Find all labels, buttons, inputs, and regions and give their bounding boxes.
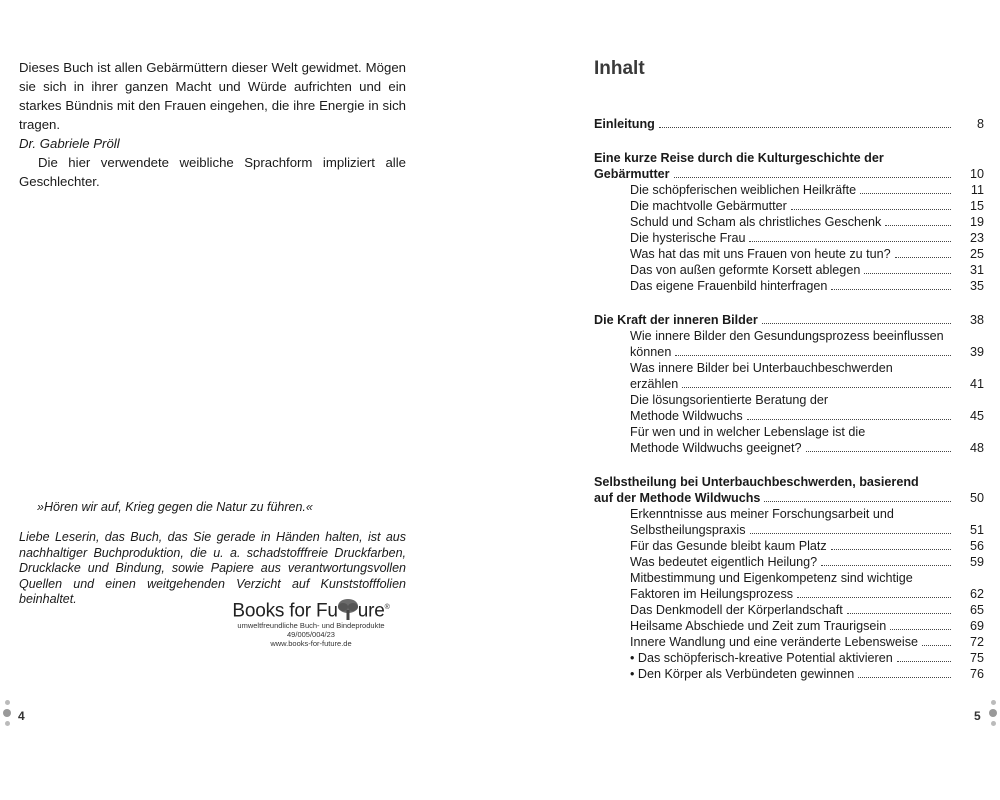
toc-leader-dots <box>864 262 951 274</box>
toc-section-title: • Das schöpferisch-kreative Potential aktivieren <box>630 651 893 665</box>
toc-section-title: Die hysterische Frau <box>630 231 746 245</box>
toc-page-number: 51 <box>969 523 984 537</box>
toc-section-title: können <box>630 345 672 359</box>
toc-page-number: 25 <box>969 247 984 261</box>
logo-name: Books for Fu ure® <box>232 600 390 622</box>
toc-leader-dots <box>806 440 951 452</box>
toc-section-line <box>594 522 984 538</box>
logo-code: 49/005/004/23 <box>287 630 335 640</box>
toc-page-number: 8 <box>976 117 984 131</box>
toc-page-number: 41 <box>969 377 984 391</box>
toc-page-number: 45 <box>969 409 984 423</box>
toc-section-line <box>594 182 984 198</box>
toc-chapter-line <box>594 490 984 506</box>
toc-section-title: • Den Körper als Verbündeten gewinnen <box>630 667 855 681</box>
toc-page-number: 10 <box>969 167 984 181</box>
toc-leader-dots <box>674 166 951 178</box>
toc-leader-dots <box>791 198 951 210</box>
toc-section-line <box>594 424 984 440</box>
toc-leader-dots <box>890 618 951 630</box>
nature-quote: »Hören wir auf, Krieg gegen die Natur zu führen.« <box>37 500 313 514</box>
toc-leader-dots <box>821 554 951 566</box>
toc-section-title: Was innere Bilder bei Unterbauchbeschwerden <box>630 361 893 375</box>
toc-leader-dots <box>831 278 951 290</box>
toc-section-line <box>594 408 984 424</box>
toc-page-number: 39 <box>969 345 984 359</box>
toc-page-number: 50 <box>969 491 984 505</box>
language-note: Die hier verwendete weibliche Sprachform impliziert alle Geschlechter. <box>19 155 406 189</box>
toc-page-number: 23 <box>969 231 984 245</box>
toc-page-number: 72 <box>969 635 984 649</box>
toc-section-title: Heilsame Abschiede und Zeit zum Traurigsein <box>630 619 887 633</box>
toc-section-line <box>594 344 984 360</box>
sustainability-note: Liebe Leserin, das Buch, das Sie gerade in Händen halten, ist aus nachhaltiger Buchproduktion, die u. a. schadstofffreie Druckfarben, Drucklacke und Bindung, sowie Papiere aus verantwortungsvollen Quellen und einen weitgehenden Verzicht auf Kunststofffolien beinhaltet. <box>19 530 406 606</box>
toc-section-line <box>594 634 984 650</box>
right-page <box>500 0 1000 800</box>
toc-section-line <box>594 506 984 522</box>
toc-page-number: 65 <box>969 603 984 617</box>
toc-leader-dots <box>747 408 951 420</box>
toc-section-title: Das Denkmodell der Körperlandschaft <box>630 603 843 617</box>
toc-page-number: 31 <box>969 263 984 277</box>
toc-section-title: Das eigene Frauenbild hinterfragen <box>630 279 828 293</box>
toc-section-line <box>594 392 984 408</box>
toc-title: Inhalt <box>594 58 645 79</box>
toc-leader-dots <box>659 116 951 128</box>
page-dot-ornament <box>2 700 12 730</box>
toc-chapter-title: Die Kraft der inneren Bilder <box>594 313 758 327</box>
page-number-right: 5 <box>974 709 981 723</box>
toc-page-number: 19 <box>969 215 984 229</box>
toc-section-line <box>594 360 984 376</box>
toc-section-title: Die machtvolle Gebärmutter <box>630 199 787 213</box>
toc-chapter-line <box>594 312 984 328</box>
toc-section-line <box>594 618 984 634</box>
toc-section-title: Was hat das mit uns Frauen von heute zu tun? <box>630 247 891 261</box>
toc-section-title: Mitbestimmung und Eigenkompetenz sind wichtige <box>630 571 913 585</box>
toc-section-title: erzählen <box>630 377 679 391</box>
page-dot-ornament <box>988 700 998 730</box>
toc-section-title: Schuld und Scham als christliches Geschenk <box>630 215 882 229</box>
toc-section-title: Die schöpferischen weiblichen Heilkräfte <box>630 183 857 197</box>
toc-page-number: 59 <box>969 555 984 569</box>
toc-leader-dots <box>764 490 951 502</box>
toc-section-title: Die lösungsorientierte Beratung der <box>630 393 829 407</box>
toc-section-line <box>594 246 984 262</box>
toc-section-line <box>594 586 984 602</box>
toc-chapter-line <box>594 474 984 490</box>
toc-leader-dots <box>885 214 951 226</box>
toc-chapter-line <box>594 150 984 166</box>
toc-section-line <box>594 278 984 294</box>
toc-leader-dots <box>922 634 951 646</box>
toc-page-number: 48 <box>969 441 984 455</box>
toc-chapter-title: Eine kurze Reise durch die Kulturgeschichte der <box>594 151 884 165</box>
toc-section-line <box>594 328 984 344</box>
toc-section-title: Selbstheilungspraxis <box>630 523 746 537</box>
toc-page-number: 62 <box>969 587 984 601</box>
toc-leader-dots <box>762 312 951 324</box>
toc-section-line <box>594 214 984 230</box>
dedication-text: Dieses Buch ist allen Gebärmüttern dieser Welt gewidmet. Mögen sie sich in ihrer ganzen Macht und Würde aufrichten und ein starkes Bündnis mit den Frauen eingehen, die ihre Energie in sich tragen. <box>19 60 406 132</box>
toc-section-line <box>594 538 984 554</box>
toc-leader-dots <box>895 246 951 258</box>
toc-section-title: Methode Wildwuchs geeignet? <box>630 441 802 455</box>
dedication-author: Dr. Gabriele Pröll <box>19 136 120 151</box>
toc-section-title: Faktoren im Heilungsprozess <box>630 587 794 601</box>
toc-leader-dots <box>831 538 951 550</box>
toc-leader-dots <box>749 230 951 242</box>
toc-page-number: 11 <box>970 183 984 197</box>
toc-leader-dots <box>847 602 951 614</box>
page-number-left: 4 <box>18 709 25 723</box>
toc-section-line <box>594 198 984 214</box>
toc-section-line <box>594 262 984 278</box>
toc-page-number: 35 <box>969 279 984 293</box>
toc-page-number: 69 <box>969 619 984 633</box>
toc-chapter-line <box>594 166 984 182</box>
toc-leader-dots <box>858 666 951 678</box>
toc-leader-dots <box>682 376 951 388</box>
toc-chapter-title: Gebärmutter <box>594 167 670 181</box>
toc-section-title: Für wen und in welcher Lebenslage ist die <box>630 425 866 439</box>
toc-section-title: Wie innere Bilder den Gesundungsprozess beeinflussen <box>630 329 944 343</box>
logo-url: www.books-for-future.de <box>270 639 352 649</box>
toc-section-title: Methode Wildwuchs <box>630 409 743 423</box>
toc-leader-dots <box>860 182 951 194</box>
toc-section-line <box>594 650 984 666</box>
toc-leader-dots <box>797 586 951 598</box>
toc-section-title: Erkenntnisse aus meiner Forschungsarbeit und <box>630 507 894 521</box>
toc-page-number: 15 <box>969 199 984 213</box>
toc-section-line <box>594 602 984 618</box>
toc-leader-dots <box>897 650 951 662</box>
toc-chapter-title: auf der Methode Wildwuchs <box>594 491 761 505</box>
logo-subtitle: umweltfreundliche Buch- und Bindeprodukte <box>237 621 385 631</box>
toc-section-line <box>594 570 984 586</box>
dedication-block <box>19 58 406 153</box>
toc-page-number: 76 <box>969 667 984 681</box>
books-for-future-logo <box>228 598 394 648</box>
toc-section-line <box>594 230 984 246</box>
toc-chapter-title: Selbstheilung bei Unterbauchbeschwerden, basierend <box>594 475 919 489</box>
toc-page-number: 38 <box>969 313 984 327</box>
toc-section-line <box>594 554 984 570</box>
toc-chapter-title: Einleitung <box>594 117 655 131</box>
toc-page-number: 75 <box>969 651 984 665</box>
toc-section-line <box>594 376 984 392</box>
toc-leader-dots <box>750 522 951 534</box>
toc-section-title: Für das Gesunde bleibt kaum Platz <box>630 539 827 553</box>
toc-section-title: Innere Wandlung und eine veränderte Lebensweise <box>630 635 918 649</box>
toc-chapter-line <box>594 116 984 132</box>
toc-section-title: Das von außen geformte Korsett ablegen <box>630 263 861 277</box>
toc-section-line <box>594 666 984 682</box>
toc-section-line <box>594 440 984 456</box>
toc-page-number: 56 <box>969 539 984 553</box>
tree-icon <box>337 598 359 620</box>
toc-section-title: Was bedeutet eigentlich Heilung? <box>630 555 818 569</box>
toc-leader-dots <box>675 344 951 356</box>
